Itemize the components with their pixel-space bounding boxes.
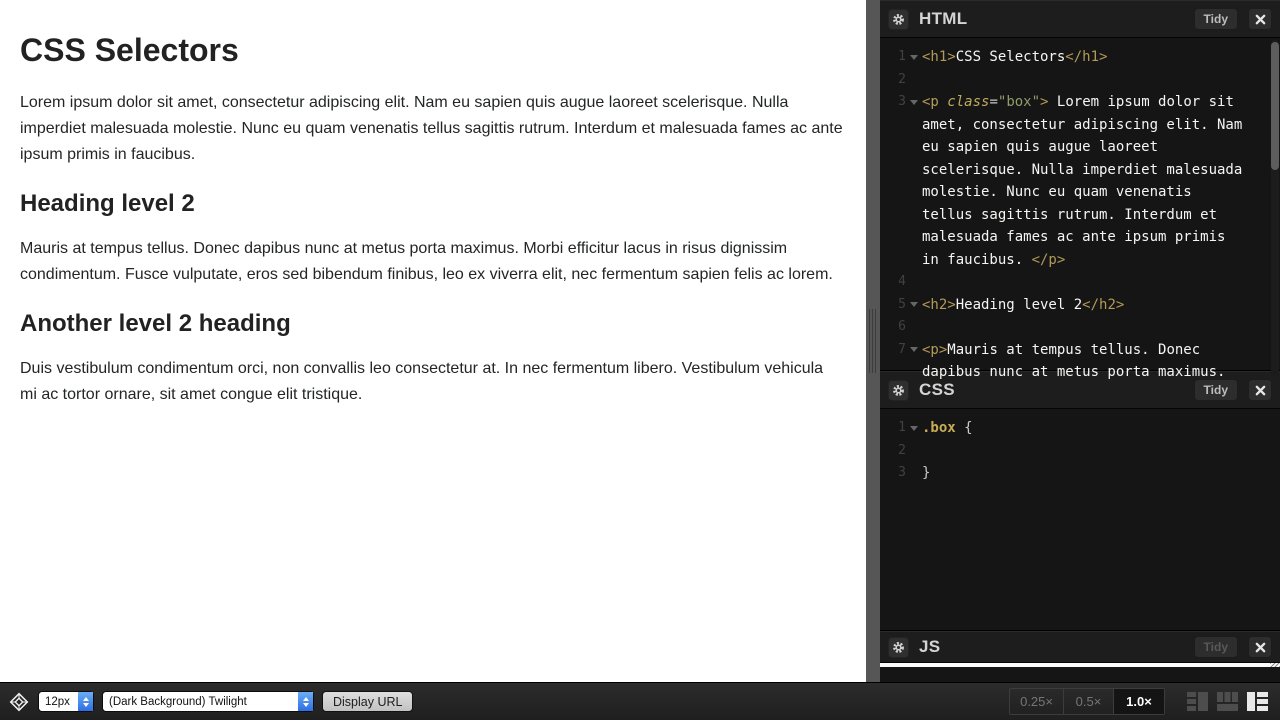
code-line: malesuada fames ac ante ipsum primis: [880, 226, 1280, 249]
code-line: tellus sagittis rutrum. Interdum et: [880, 204, 1280, 227]
code-line: [880, 271, 1280, 294]
html-panel-title: HTML: [919, 9, 968, 28]
preview-p: Duis vestibulum condimentum orci, non convallis leo consectetur at. In nec fermentum libero. Vestibulum vehicula mi ac tortor ornare, sit amet congue elit tristique.: [20, 360, 824, 403]
code-line: 7 <p>Mauris at tempus tellus. Donec: [880, 339, 1280, 362]
line-number: 3: [898, 465, 906, 480]
html-panel-header: [880, 0, 1280, 38]
code-line: 3 <p class="box"> Lorem ipsum dolor sit: [880, 91, 1280, 114]
close-icon: [1255, 642, 1266, 653]
code-line: in faucibus. </p>: [880, 249, 1280, 272]
zoom-level-0.5×[interactable]: 0.5×: [1064, 689, 1114, 714]
code-line: [880, 316, 1280, 339]
layout-panels-top-icon[interactable]: [1217, 692, 1238, 711]
line-number: [880, 114, 906, 137]
fold-spacer: [906, 181, 922, 204]
layout-switcher: [1187, 692, 1268, 711]
fold-spacer: [906, 271, 922, 294]
line-number: 3: [898, 94, 906, 109]
fold-arrow-icon[interactable]: [906, 46, 922, 69]
line-number: 1: [898, 49, 906, 64]
code-line: [880, 440, 1280, 463]
font-size-select[interactable]: [38, 691, 94, 712]
fold-spacer: [906, 316, 922, 339]
js-panel-title: JS: [919, 637, 941, 656]
fold-spacer: [906, 69, 922, 92]
css-panel: [880, 371, 1280, 631]
zoom-level-1.0×[interactable]: 1.0×: [1114, 689, 1164, 714]
zoom-level-0.25×[interactable]: 0.25×: [1010, 689, 1064, 714]
line-number: 2: [898, 442, 906, 458]
code-line: molestie. Nunc eu quam venenatis: [880, 181, 1280, 204]
layout-panels-right-icon[interactable]: [1247, 692, 1268, 711]
code-line: [880, 69, 1280, 92]
fold-spacer: [906, 440, 922, 463]
code-line: eu sapien quis augue laoreet: [880, 136, 1280, 159]
line-number: 4: [898, 274, 906, 289]
display-url-button[interactable]: Display URL: [322, 691, 413, 712]
preview-sections: [20, 31, 844, 408]
js-resize-grip[interactable]: [1270, 663, 1280, 667]
line-number: [880, 361, 906, 384]
fold-spacer: [906, 159, 922, 182]
code-line: 3 }: [880, 462, 1280, 485]
code-line: 1 <h1>CSS Selectors</h1>: [880, 46, 1280, 69]
gear-icon: [892, 641, 905, 654]
fold-arrow-icon[interactable]: [906, 91, 922, 114]
scrollbar-thumb[interactable]: [1271, 42, 1279, 170]
select-stepper-icon: [298, 692, 313, 711]
layout-panels-left-icon[interactable]: [1187, 692, 1208, 711]
fold-spacer: [906, 136, 922, 159]
gear-icon: [892, 13, 905, 26]
fold-spacer: [906, 204, 922, 227]
preview-h2: Heading level 2: [20, 190, 195, 217]
html-tidy-button[interactable]: Tidy: [1194, 8, 1238, 30]
line-number: 1: [898, 420, 906, 435]
close-icon: [1255, 385, 1266, 396]
editor-column: [880, 0, 1280, 682]
preview-p: Mauris at tempus tellus. Donec dapibus nunc at metus porta maximus. Morbi efficitur lacus in risus dignissim condimentum. Fusce vulputate, eros sed bibendum finibus, leo ex viverra elit, nec fermentum sapien felis ac lorem.: [20, 240, 833, 283]
close-icon: [1255, 14, 1266, 25]
css-code-editor[interactable]: [880, 409, 1280, 630]
resizer-grip-icon: [869, 309, 877, 373]
line-number: [880, 204, 906, 227]
code-line: amet, consectetur adipiscing elit. Nam: [880, 114, 1280, 137]
fold-arrow-icon[interactable]: [906, 294, 922, 317]
select-stepper-icon: [78, 692, 93, 711]
html-panel: [880, 0, 1280, 380]
font-size-value: 12px: [45, 695, 70, 708]
js-close-button[interactable]: [1248, 636, 1272, 658]
line-number: [880, 159, 906, 182]
js-settings-button[interactable]: [888, 637, 909, 658]
fold-spacer: [906, 226, 922, 249]
line-number: 6: [898, 319, 906, 334]
css-panel-title: CSS: [919, 380, 955, 399]
html-editor-scrollbar: [1271, 40, 1279, 376]
code-line: 1 .box {: [880, 417, 1280, 440]
fold-spacer: [906, 361, 922, 384]
gear-icon: [892, 384, 905, 397]
js-editor-collapsed: [880, 663, 1280, 667]
fold-arrow-icon[interactable]: [906, 417, 922, 440]
code-line: dapibus nunc at metus porta maximus.: [880, 361, 1280, 384]
line-number: 2: [898, 71, 906, 87]
fold-spacer: [906, 114, 922, 137]
fold-arrow-icon[interactable]: [906, 339, 922, 362]
zoom-controls: [1009, 688, 1165, 715]
code-line: 5 <h2>Heading level 2</h2>: [880, 294, 1280, 317]
theme-value: (Dark Background) Twilight: [109, 695, 247, 708]
js-tidy-button[interactable]: Tidy: [1194, 636, 1238, 658]
bottom-toolbar: [0, 682, 1280, 720]
html-settings-button[interactable]: [888, 9, 909, 30]
line-number: [880, 181, 906, 204]
fold-spacer: [906, 462, 922, 485]
js-panel: [880, 631, 1280, 663]
preview-p: Lorem ipsum dolor sit amet, consectetur adipiscing elit. Nam eu sapien quis augue laoreet scelerisque. Nulla imperdiet malesuada molestie. Nunc eu quam venenatis tellus sagittis rutrum. Interdum et malesuada fames ac ante ipsum primis in faucibus.: [20, 94, 843, 163]
theme-select[interactable]: [102, 691, 314, 712]
preview-h2: Another level 2 heading: [20, 310, 291, 337]
line-number: 7: [898, 341, 906, 357]
dabblet-logo-icon[interactable]: [8, 691, 30, 713]
html-code-editor[interactable]: [880, 38, 1280, 380]
js-panel-header: [880, 631, 1280, 663]
html-close-button[interactable]: [1248, 8, 1272, 30]
line-number: [880, 226, 906, 249]
code-line: scelerisque. Nulla imperdiet malesuada: [880, 159, 1280, 182]
line-number: 5: [898, 296, 906, 312]
pane-resizer[interactable]: [866, 0, 880, 682]
line-number: [880, 249, 906, 272]
preview-h1: CSS Selectors: [20, 32, 239, 68]
line-number: [880, 136, 906, 159]
fold-spacer: [906, 249, 922, 272]
toolbar-right-group: [1009, 688, 1268, 715]
css-tidy-button[interactable]: Tidy: [1194, 379, 1238, 401]
